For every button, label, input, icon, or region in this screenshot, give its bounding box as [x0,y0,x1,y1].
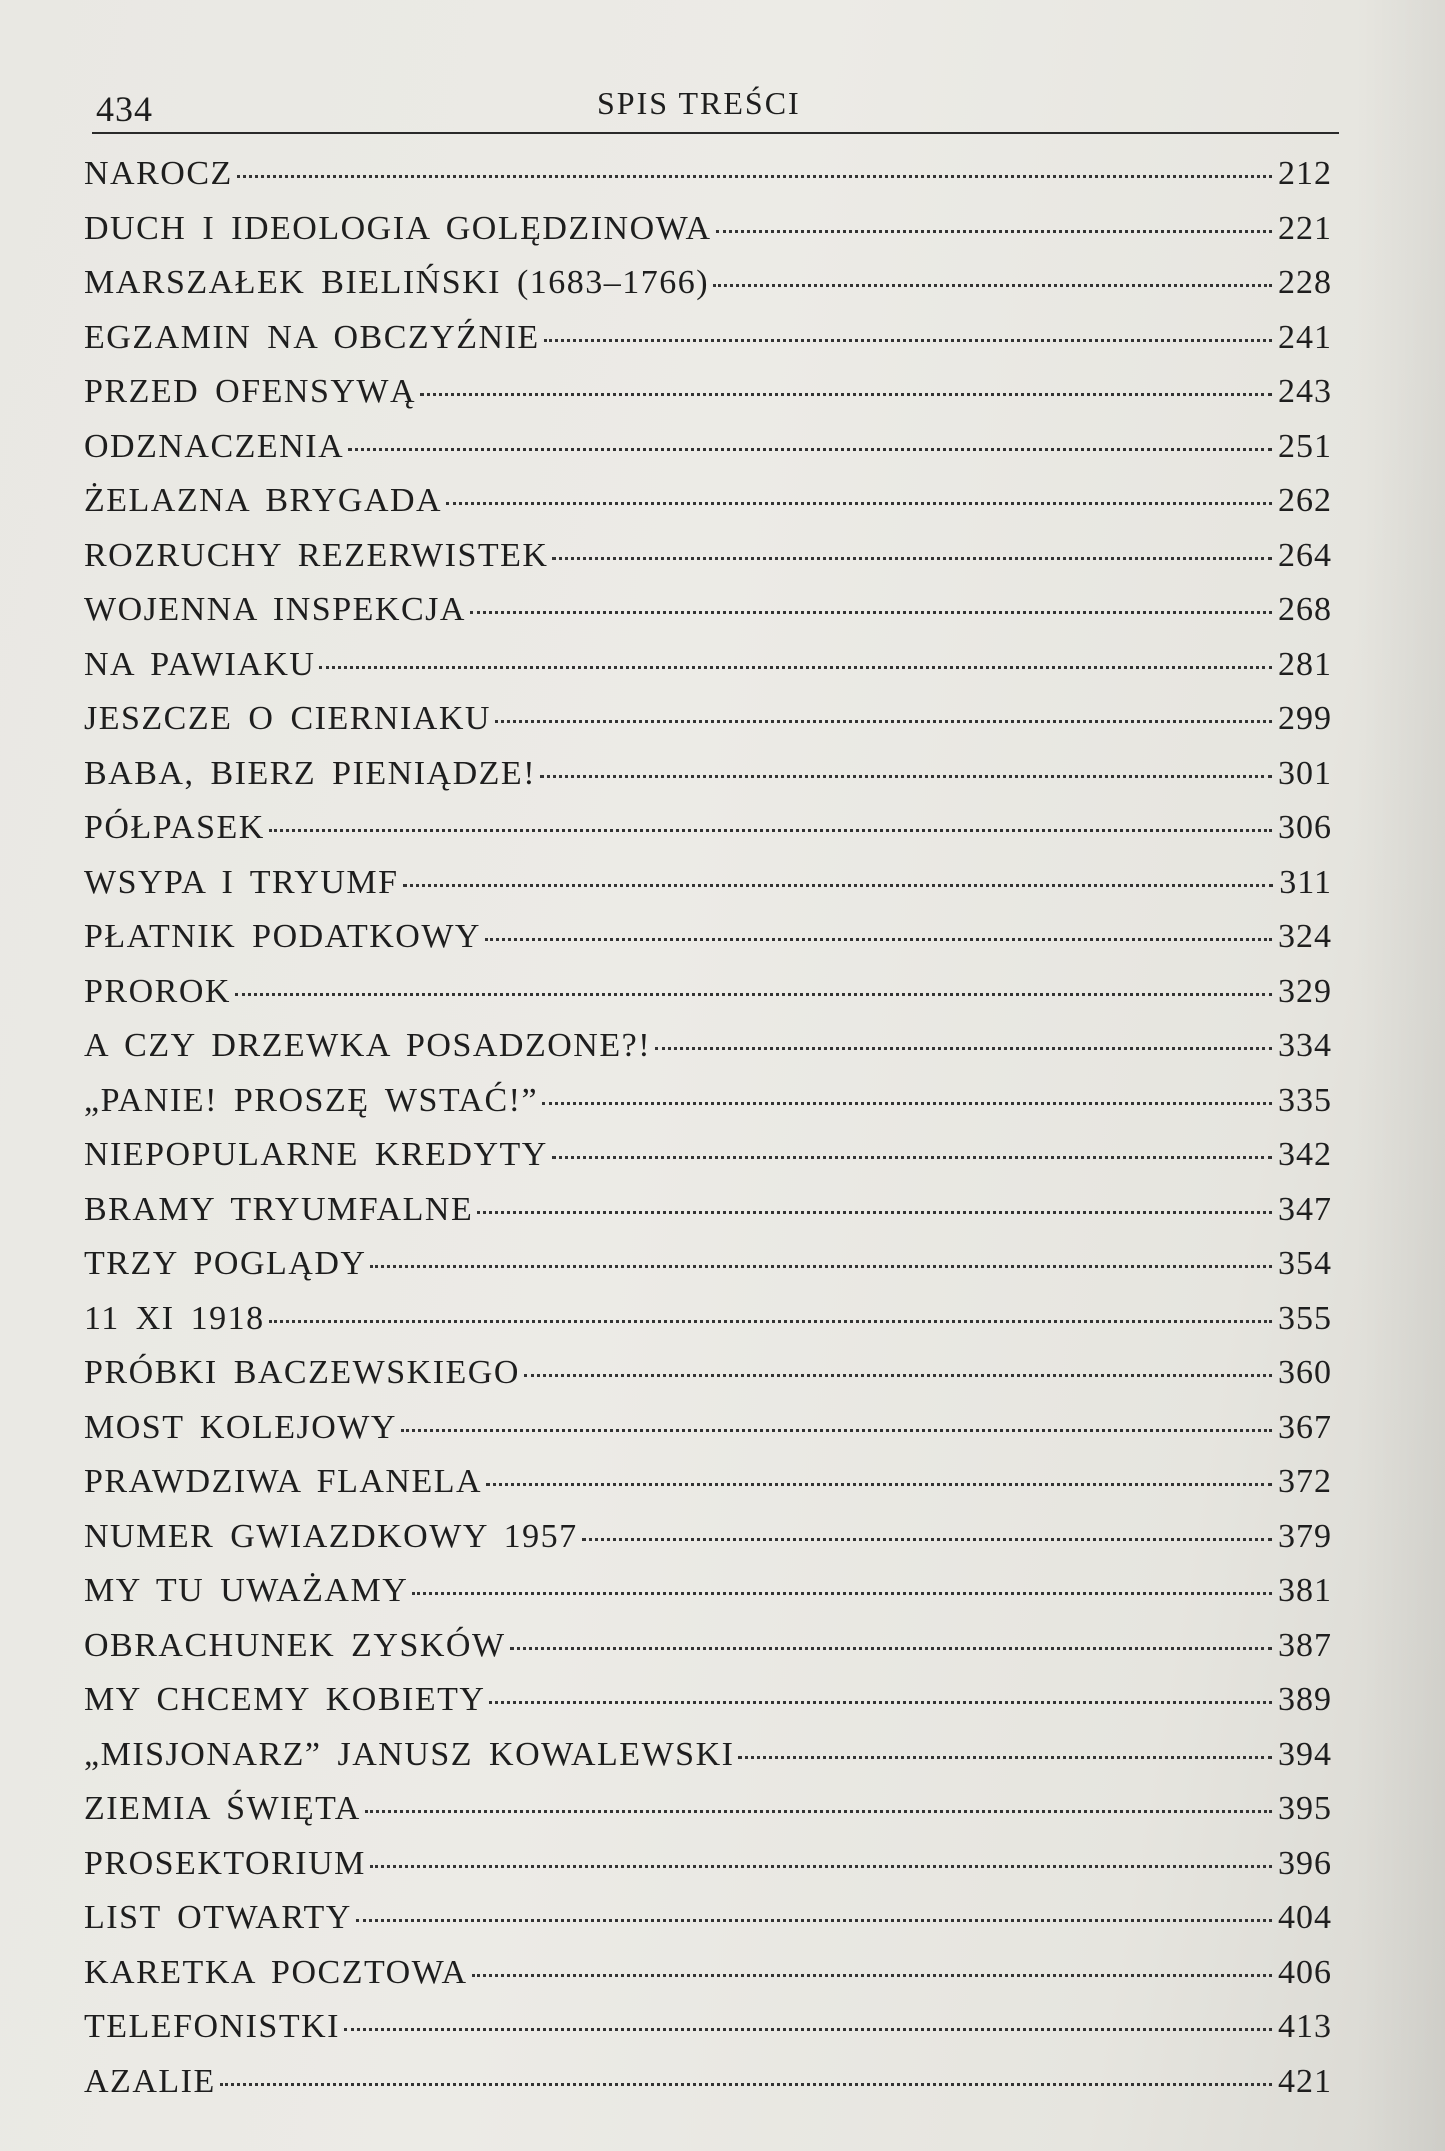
toc-dot-leader [485,938,1272,941]
toc-entry-title: MY TU UWAŻAMY [84,1572,409,1609]
toc-entry-title: MOST KOLEJOWY [84,1408,397,1446]
toc-entry [84,319,1332,374]
toc-entry [84,1572,1332,1627]
toc-entry [84,646,1332,701]
toc-dot-leader [412,1592,1272,1595]
toc-entry-page-number: 347 [1278,1190,1332,1228]
toc-entry-page-number: 268 [1278,591,1332,628]
toc-dot-leader [655,1047,1272,1050]
toc-dot-leader [477,1211,1272,1214]
toc-entry [84,210,1332,265]
toc-dot-leader [544,339,1272,342]
toc-entry-title: NUMER GWIAZDKOWY 1957 [84,1517,578,1555]
toc-entry-title: AZALIE [84,2062,216,2100]
toc-dot-leader [269,829,1272,832]
toc-entry [84,973,1332,1028]
toc-entry-title: MY CHCEMY KOBIETY [84,1681,486,1718]
toc-entry-title: EGZAMIN NA OBCZYŹNIE [84,318,540,356]
toc-entry-page-number: 342 [1278,1136,1332,1173]
toc-dot-leader [269,1320,1272,1323]
toc-dot-leader [510,1647,1272,1650]
page-number: 434 [96,89,153,129]
toc-entry [84,1954,1332,2009]
toc-entry-title: ZIEMIA ŚWIĘTA [84,1790,361,1827]
toc-entry [84,1354,1332,1409]
toc-entry [84,809,1332,864]
toc-dot-leader [486,1483,1272,1486]
toc-entry-title: TRZY POGLĄDY [84,1245,367,1282]
toc-entry [84,755,1332,810]
toc-entry-page-number: 335 [1278,1081,1332,1119]
toc-entry-title: „MISJONARZ” JANUSZ KOWALEWSKI [84,1735,735,1773]
toc-entry-title: KARETKA POCZTOWA [84,1953,468,1991]
toc-dot-leader [524,1374,1272,1377]
running-title: SPIS TREŚCI [597,85,801,121]
toc-entry [84,1245,1332,1300]
toc-dot-leader [237,175,1272,178]
toc-entry-title: „PANIE! PROSZĘ WSTAĆ!” [84,1081,539,1119]
toc-entry [84,1082,1332,1137]
toc-entry-page-number: 324 [1278,918,1332,955]
toc-entry-page-number: 395 [1278,1790,1332,1827]
toc-dot-leader [540,775,1272,778]
toc-entry [84,1681,1332,1736]
toc-dot-leader [370,1265,1272,1268]
table-of-contents [84,155,1332,2117]
toc-entry-title: PROROK [84,972,231,1010]
toc-entry [84,1845,1332,1900]
toc-entry-page-number: 354 [1278,1245,1332,1282]
toc-dot-leader [370,1865,1272,1868]
page-edge-shadow [1355,0,1445,2151]
toc-entry-page-number: 421 [1278,2062,1332,2100]
toc-entry-page-number: 311 [1279,863,1332,901]
toc-entry [84,537,1332,592]
toc-entry-page-number: 329 [1278,972,1332,1010]
toc-entry-title: ROZRUCHY REZERWISTEK [84,536,549,574]
toc-entry-page-number: 262 [1278,482,1332,519]
toc-entry [84,1899,1332,1954]
toc-dot-leader [552,1156,1272,1159]
toc-entry [84,482,1332,537]
toc-entry-page-number: 251 [1278,427,1332,465]
toc-entry-page-number: 221 [1278,209,1332,247]
toc-entry-page-number: 367 [1278,1408,1332,1446]
toc-entry-page-number: 306 [1278,809,1332,846]
toc-dot-leader [319,666,1272,669]
toc-entry [84,918,1332,973]
toc-entry-title: BRAMY TRYUMFALNE [84,1190,474,1228]
toc-dot-leader [403,884,1274,887]
toc-entry-page-number: 413 [1278,2008,1332,2045]
toc-entry-page-number: 355 [1278,1299,1332,1337]
toc-entry-title: WOJENNA INSPEKCJA [84,591,466,628]
toc-entry-title: PRAWDZIWA FLANELA [84,1463,483,1500]
toc-entry-page-number: 406 [1278,1953,1332,1991]
toc-entry-page-number: 387 [1278,1626,1332,1664]
toc-entry-page-number: 334 [1278,1027,1332,1064]
toc-entry [84,1191,1332,1246]
toc-entry [84,1736,1332,1791]
toc-entry-title: BABA, BIERZ PIENIĄDZE! [84,754,537,792]
toc-entry-title: NA PAWIAKU [84,645,316,683]
toc-entry [84,1300,1332,1355]
toc-entry-title: LIST OTWARTY [84,1899,352,1936]
toc-entry [84,1463,1332,1518]
toc-entry [84,1790,1332,1845]
toc-entry-page-number: 372 [1278,1463,1332,1500]
toc-dot-leader [356,1919,1272,1922]
toc-entry [84,700,1332,755]
toc-dot-leader [489,1701,1272,1704]
toc-dot-leader [420,393,1272,396]
toc-entry-page-number: 264 [1278,536,1332,574]
toc-entry-page-number: 389 [1278,1681,1332,1718]
toc-entry [84,1627,1332,1682]
toc-dot-leader [582,1538,1272,1541]
toc-dot-leader [344,2028,1272,2031]
toc-entry-page-number: 381 [1278,1572,1332,1609]
toc-entry-title: PROSEKTORIUM [84,1844,366,1882]
toc-entry [84,1518,1332,1573]
toc-dot-leader [495,720,1272,723]
toc-dot-leader [401,1429,1272,1432]
toc-entry-title: ŻELAZNA BRYGADA [84,482,443,519]
toc-entry [84,2063,1332,2118]
toc-entry-page-number: 241 [1278,318,1332,356]
toc-dot-leader [552,557,1272,560]
toc-entry [84,864,1332,919]
toc-dot-leader [348,448,1272,451]
toc-entry [84,1409,1332,1464]
toc-entry-title: NIEPOPULARNE KREDYTY [84,1136,548,1173]
toc-entry-page-number: 396 [1278,1844,1332,1882]
toc-entry-page-number: 379 [1278,1517,1332,1555]
toc-entry-page-number: 281 [1278,645,1332,683]
toc-dot-leader [716,230,1272,233]
toc-dot-leader [470,611,1272,614]
toc-entry [84,591,1332,646]
toc-entry-page-number: 299 [1278,700,1332,737]
toc-dot-leader [713,284,1272,287]
toc-entry [84,373,1332,428]
toc-entry-page-number: 228 [1278,264,1332,301]
page-header [92,62,1339,134]
toc-dot-leader [472,1974,1272,1977]
toc-entry [84,1136,1332,1191]
toc-entry-title: JESZCZE O CIERNIAKU [84,700,491,737]
toc-entry-title: ODZNACZENIA [84,427,345,465]
toc-entry-page-number: 243 [1278,373,1332,410]
toc-entry-title: MARSZAŁEK BIELIŃSKI (1683–1766) [84,264,710,301]
toc-entry-title: NAROCZ [84,155,233,192]
toc-entry [84,1027,1332,1082]
toc-dot-leader [220,2083,1272,2086]
toc-dot-leader [446,502,1272,505]
toc-entry-title: PRÓBKI BACZEWSKIEGO [84,1354,520,1391]
toc-dot-leader [235,993,1272,996]
toc-entry-title: TELEFONISTKI [84,2008,340,2045]
toc-entry-page-number: 404 [1278,1899,1332,1936]
toc-entry [84,2008,1332,2063]
toc-entry [84,264,1332,319]
toc-dot-leader [738,1756,1272,1759]
toc-entry [84,155,1332,210]
toc-dot-leader [365,1810,1272,1813]
toc-entry-page-number: 301 [1278,754,1332,792]
toc-entry-page-number: 212 [1278,155,1332,192]
toc-entry-title: PRZED OFENSYWĄ [84,373,417,410]
toc-entry-title: WSYPA I TRYUMF [84,863,399,901]
toc-entry-page-number: 394 [1278,1735,1332,1773]
toc-entry-page-number: 360 [1278,1354,1332,1391]
toc-entry [84,428,1332,483]
toc-dot-leader [542,1102,1272,1105]
toc-entry-title: A CZY DRZEWKA POSADZONE?! [84,1027,652,1064]
toc-entry-title: 11 XI 1918 [84,1299,265,1337]
toc-entry-title: DUCH I IDEOLOGIA GOLĘDZINOWA [84,209,712,247]
toc-entry-title: OBRACHUNEK ZYSKÓW [84,1626,506,1664]
toc-entry-title: PÓŁPASEK [84,809,265,846]
toc-entry-title: PŁATNIK PODATKOWY [84,918,481,955]
